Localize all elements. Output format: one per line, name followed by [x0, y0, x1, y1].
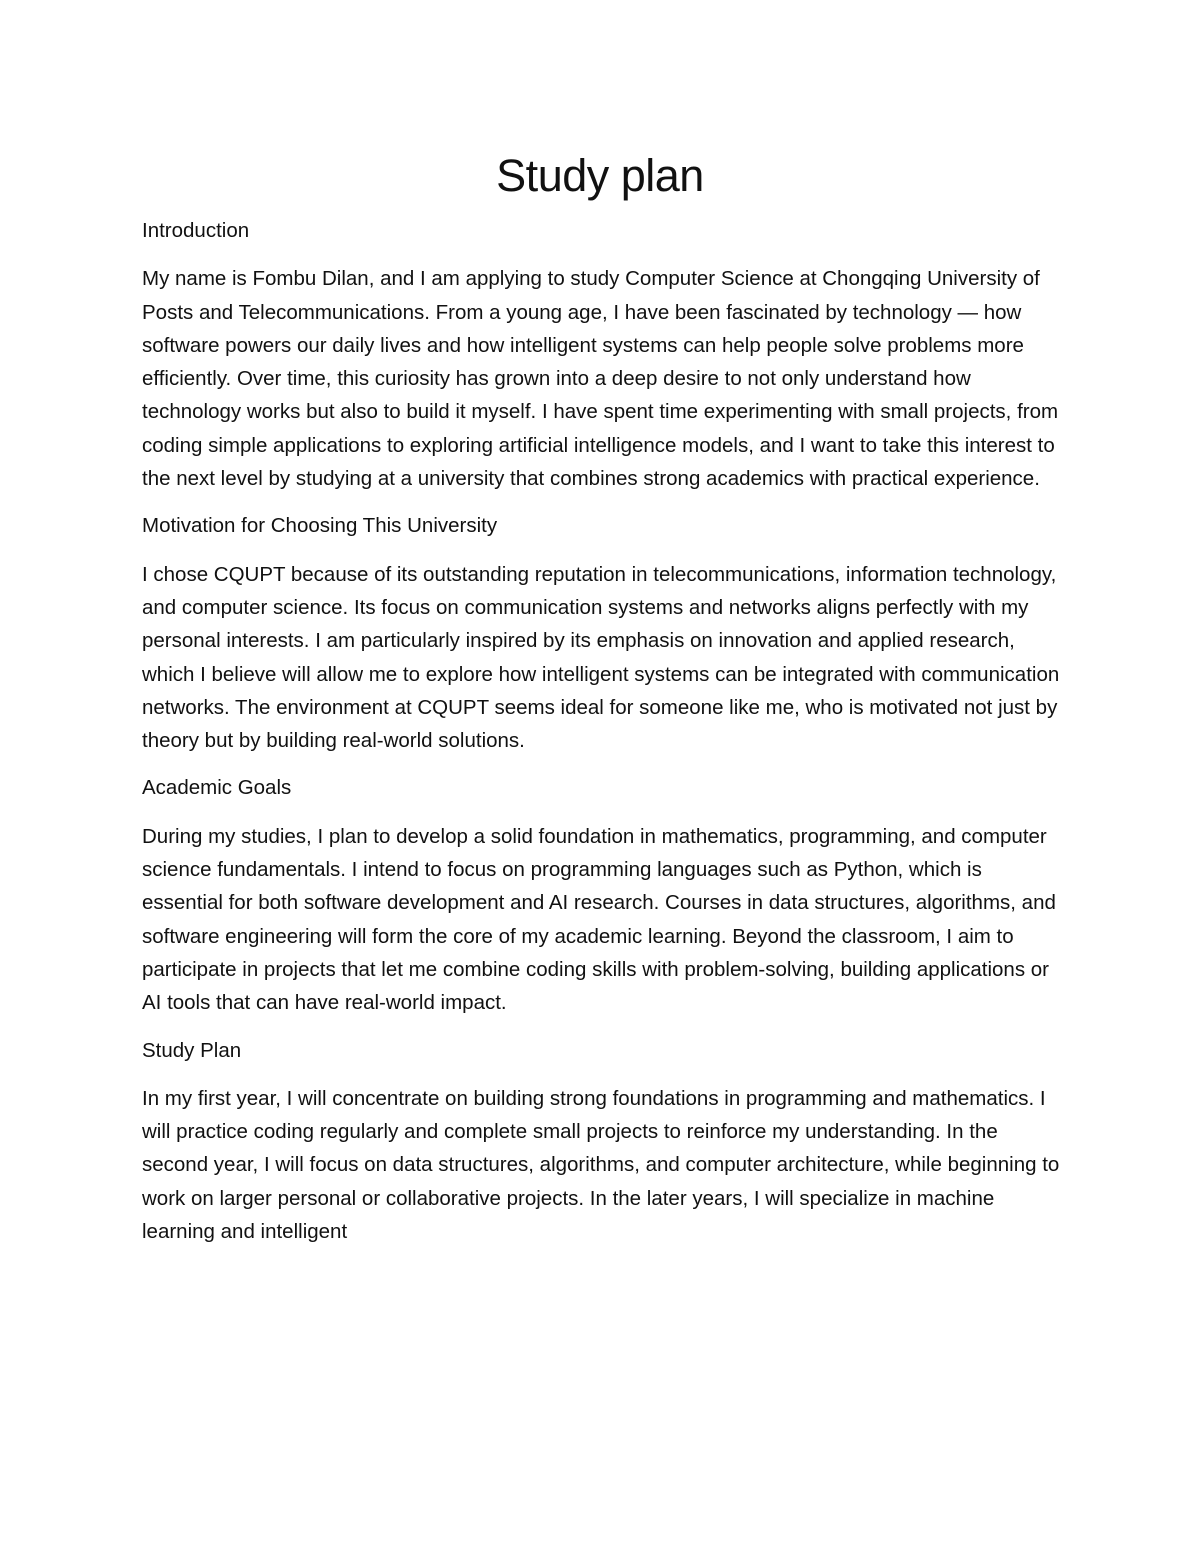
section-paragraph: I chose CQUPT because of its outstanding reputation in telecommunications, information technology, and computer science. Its focus on communication systems and networks aligns perfectly with my personal interests. I am particularly inspired by its emphasis on innovation and applied research, which I believe will allow me to explore how intelligent systems can be integrated with communication networks. The environment at CQUPT seems ideal for someone like me, who is motivated not just by theory but by building real-world solutions. — [142, 562, 1060, 753]
section-study-plan — [142, 1034, 1060, 1249]
section-academic-goals — [142, 771, 1060, 1033]
document-title: Study plan — [496, 150, 704, 201]
document-body — [142, 214, 1060, 1248]
section-paragraph: My name is Fombu Dilan, and I am applying to study Computer Science at Chongqing University of Posts and Telecommunications. From a young age, I have been fascinated by technology — how software powers our daily lives and how intelligent systems can help people solve problems more efficiently. Over time, this curiosity has grown into a deep desire to not only understand how technology works but also to build it myself. I have spent time experimenting with small projects, from coding simple applications to exploring artificial intelligence models, and I want to take this interest to the next level by studying at a university that combines strong academics with practical experience. — [142, 267, 1059, 491]
section-heading: Academic Goals — [142, 776, 292, 800]
section-heading: Motivation for Choosing This University — [142, 514, 498, 538]
section-paragraph: During my studies, I plan to develop a solid foundation in mathematics, programming, and computer science fundamentals. I intend to focus on programming languages such as Python, which is essential for both software development and AI research. Courses in data structures, algorithms, and software engineering will form the core of my academic learning. Beyond the classroom, I aim to participate in projects that let me combine coding skills with problem-solving, building applications or AI tools that can have real-world impact. — [142, 824, 1056, 1015]
section-motivation — [142, 509, 1060, 771]
section-heading: Study Plan — [142, 1038, 242, 1062]
section-introduction — [142, 214, 1060, 509]
section-paragraph: In my first year, I will concentrate on building strong foundations in programming and mathematics. I will practice coding regularly and complete small projects to reinforce my understanding. In the second year, I will focus on data structures, algorithms, and computer architecture, while beginning to work on larger personal or collaborative projects. In the later years, I will specialize in machine learning and intelligent — [142, 1086, 1060, 1244]
section-heading: Introduction — [142, 219, 250, 242]
